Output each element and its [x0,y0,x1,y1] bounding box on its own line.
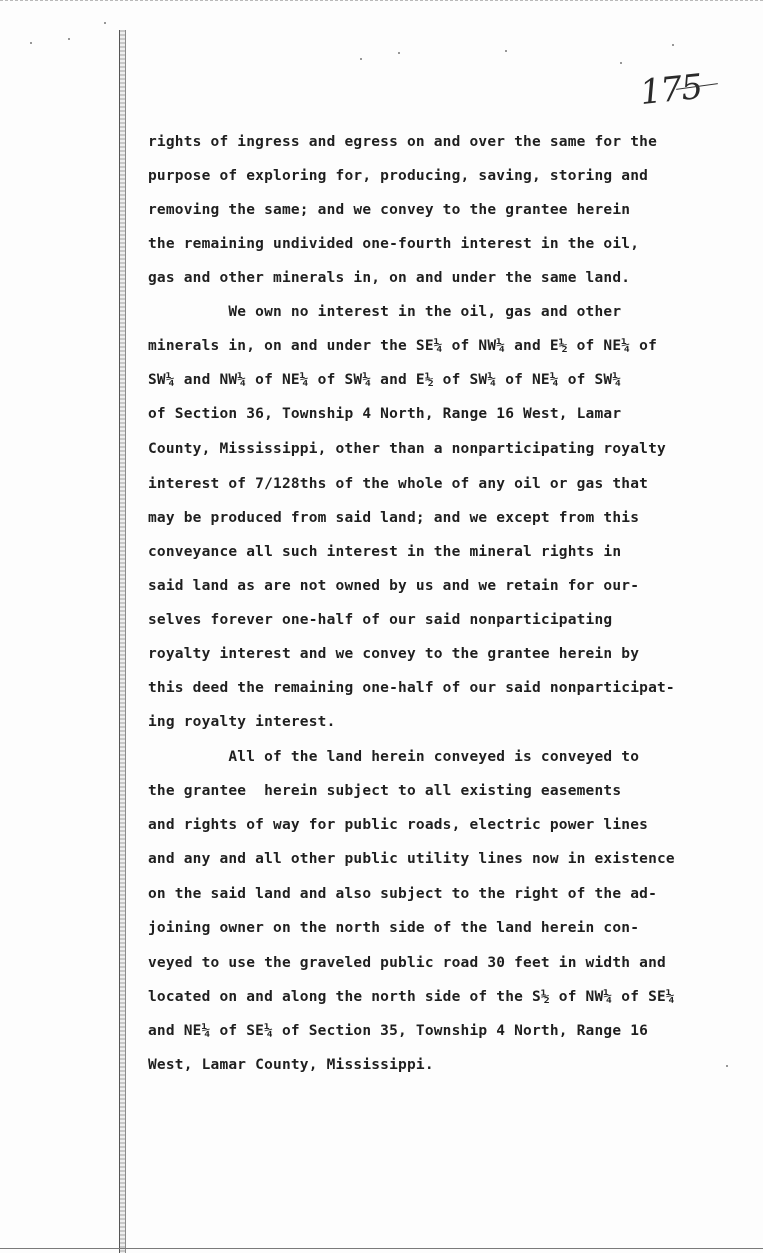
text-line: interest of 7/128ths of the whole of any oil or gas that [148,476,649,492]
text-line: of Section 36, Township 4 North, Range 16 West, Lamar [148,406,622,422]
scan-speck [68,38,70,40]
scan-speck [672,44,674,46]
scan-speck [360,58,362,60]
text-line: purpose of exploring for, producing, saving, storing and [148,168,649,184]
scan-speck [505,50,507,52]
text-line: minerals in, on and under the SE¼ of NW¼ and E½ of NE¼ of [148,338,657,354]
text-line: All of the land herein conveyed is conveyed to [148,749,640,765]
page-number: 175 [638,66,704,114]
text-line: selves forever one-half of our said nonparticipating [148,612,613,628]
scan-speck [726,1065,728,1067]
top-scan-border [0,0,763,1]
text-line: rights of ingress and egress on and over the same for the [148,134,657,150]
scan-speck [398,52,400,54]
scan-speck [620,62,622,64]
text-line: the remaining undivided one-fourth interest in the oil, [148,236,640,252]
text-line: and NE¼ of SE¼ of Section 35, Township 4 North, Range 16 [148,1023,649,1039]
text-line: West, Lamar County, Mississippi. [148,1057,434,1073]
scan-speck [30,42,32,44]
text-line: said land as are not owned by us and we retain for our- [148,578,640,594]
text-line: royalty interest and we convey to the grantee herein by [148,646,640,662]
text-line: We own no interest in the oil, gas and other [148,304,622,320]
text-line: this deed the remaining one-half of our said nonparticipat- [148,680,675,696]
text-line: gas and other minerals in, on and under the same land. [148,270,631,286]
left-margin-rule [119,30,126,1253]
text-line: ing royalty interest. [148,714,336,730]
text-line: may be produced from said land; and we except from this [148,510,640,526]
text-line: conveyance all such interest in the mineral rights in [148,544,622,560]
text-line: County, Mississippi, other than a nonparticipating royalty [148,441,666,457]
text-line: on the said land and also subject to the right of the ad- [148,886,657,902]
scan-speck [104,22,106,24]
text-line: and any and all other public utility lines now in existence [148,851,675,867]
text-line: SW¼ and NW¼ of NE¼ of SW¼ and E½ of SW¼ of NE¼ of SW¼ [148,372,622,388]
text-line: removing the same; and we convey to the grantee herein [148,202,631,218]
text-line: veyed to use the graveled public road 30 feet in width and [148,955,666,971]
text-line: located on and along the north side of the S½ of NW¼ of SE¼ [148,989,675,1005]
bottom-scan-border [0,1248,763,1249]
text-line: the grantee herein subject to all existing easements [148,783,622,799]
text-line: and rights of way for public roads, electric power lines [148,817,649,833]
text-line: joining owner on the north side of the land herein con- [148,920,640,936]
